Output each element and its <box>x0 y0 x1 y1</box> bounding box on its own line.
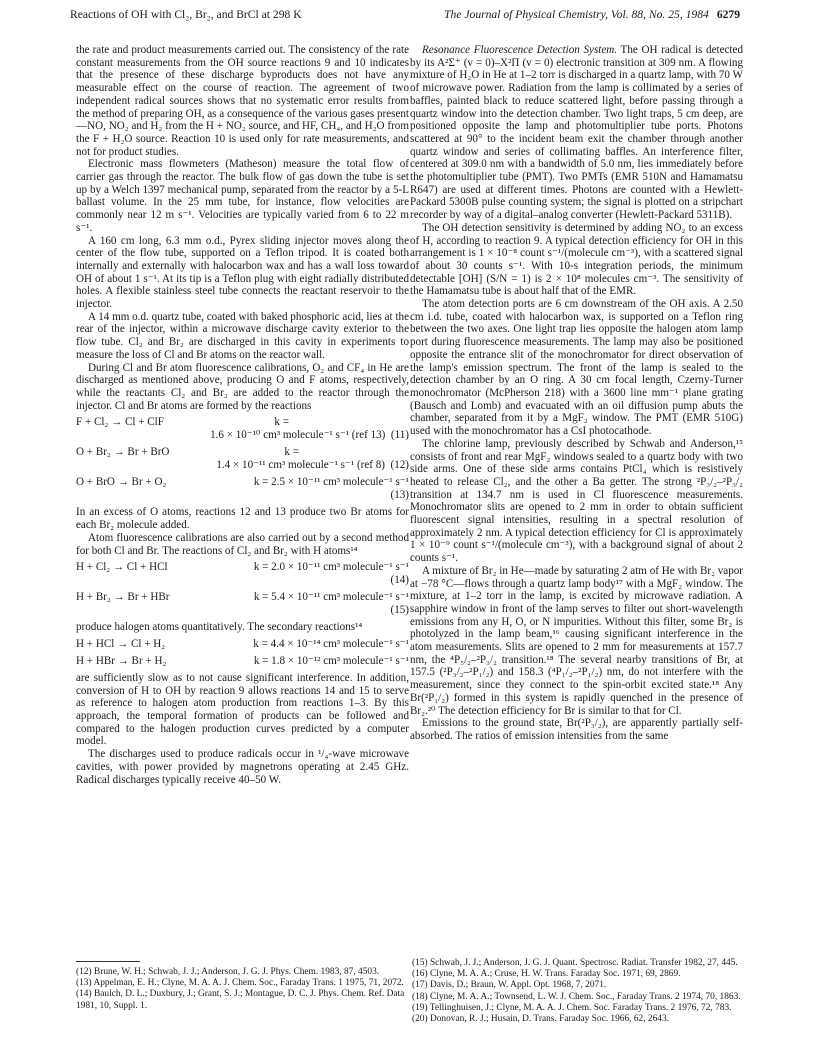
section-heading: Resonance Fluorescence Detection System. <box>422 44 618 56</box>
equation-number: (12) <box>390 459 409 472</box>
equation-reaction: H + HBr → Br + H₂ <box>76 654 167 667</box>
equation-number: (11) <box>390 429 409 442</box>
paragraph: In an excess of O atoms, reactions 12 and 13 produce two Br atoms for each Br₂ molecule added. <box>76 506 409 532</box>
paragraph: produce halogen atoms quantitatively. The secondary reactions¹⁴ <box>76 621 363 634</box>
equation-reaction: O + BrO → Br + O₂ <box>76 476 167 489</box>
equation-reaction: H + HCl → Cl + H₂ <box>76 637 166 650</box>
footnote: (17) Davis, D.; Braun, W. Appl. Opt. 1968, 7, 2071. <box>412 980 607 991</box>
footnote: (12) Brune, W. H.; Schwab, J. J.; Anderson, J. G. J. Phys. Chem. 1983, 87, 4503. <box>76 967 380 977</box>
right-column <box>410 44 743 743</box>
paragraph: Emissions to the ground state, Br(²P₃/₂), are apparently partially self-absorbed. The ratios of emission intensities from the same <box>410 717 743 742</box>
equation-reaction: H + Cl₂ → Cl + HCl <box>76 561 168 574</box>
paragraph: The atom detection ports are 6 cm downstream of the OH axis. A 2.50 cm i.d. tube, coated with halocarbon wax, is supported on a Teflon ring between the two axes. One light trap lies opposite the halogen atom lamp port during fluorescence measurements. The lamp may also be positioned opposite the entrance slit of the monochromator for direct observation of the lamp's emission spectrum. The front of the lamp is sealed to the detection chamber by an O ring. A 30 cm focal length, Czerny-Turner monochromator (McPherson 218) with a 3600 line mm⁻¹ plane grating (Bausch and Lomb) and evacuated with an oil diffusion pump abuts the chamber, separated from it by a MgF₂ window. The PMT (EMR 510G) used with the monochromator has a CsI photocathode. <box>410 298 743 438</box>
equation-15 <box>76 591 409 617</box>
equation-k: k = <box>274 416 289 429</box>
running-title: Reactions of OH with Cl₂, Br₂, and BrCl at 298 K <box>70 8 302 21</box>
paragraph: are sufficiently slow as to not cause significant interference. In addition, conversion of H to OH by reaction 9 allows reactions 14 and 15 to serve as reference to halogen atom production from reactions 1–3. By this approach, the temporal formation of products can be followed and compared to the halogen production curves predicted by a computer model. <box>76 671 409 748</box>
equation-14 <box>76 561 409 587</box>
paragraph: Electronic mass flowmeters (Matheson) measure the total flow of carrier gas through the reactor. The bulk flow of gas down the tube is set up by a Welch 1397 mechanical pump, separated from the reactor by a 5-L ballast volume. In the 25 mm tube, for instance, flow velocities are commonly near 12 m s⁻¹. Velocities are typically varied from 6 to 22 m s⁻¹. <box>76 158 409 234</box>
equation-reaction: H + Br₂ → Br + HBr <box>76 591 170 604</box>
page-number: 6279 <box>716 8 740 21</box>
equation-k: k = <box>284 446 299 459</box>
paragraph: the rate and product measurements carried out. The consistency of the rate constant measurements from the OH source reactions 9 and 10 indicates that the presence of these discharge byproducts does not have any measurable effect on the course of reaction. The agreement of two independent radical sources shows that no systematic error results from the method of preparing OH, as a consequence of the various gases present—NO, NO₂ and H₂ from the H + NO₂ source, and HF, CH₄, and H₂O from the F + H₂O source. Reaction 10 is used only for rate measurements, and not for product studies. <box>76 44 410 158</box>
equation-12 <box>76 446 409 472</box>
section-paragraph <box>410 44 743 222</box>
paragraph-text: The OH radical is detected by its A²Σ⁺ (v = 0)–X²Π (v = 0) electronic transition at 309 nm. A flowing mixture of H₂O in He at 1–2 torr is discharged in a quartz lamp, with 70 W of microwave power. Radiation from the lamp is collimated by a series of baffles, painted black to reduce scattered light, before passing through a quartz window into the detection chamber. Two light traps, 5 cm deep, are positioned opposite the lamp and photomultiplier tube ports. Photons scattered at 90° to the incident beam exit the chamber through another quartz window and series of collimating baffles. An interference filter, centered at 309.0 nm with a bandwidth of 5.0 nm, lies immediately before the photomultiplier tube (PMT). Two PMTs (EMR 510N and Hamamatsu R647) are used at different times. Photons are counted with a Hewlett-Packard 5300B pulse counting system; the signal is plotted on a stripchart recorder by way of a digital–analog converter (Hewlett-Packard 5311B). <box>410 44 743 222</box>
equation-number: (13) <box>390 489 409 502</box>
paragraph: A 160 cm long, 6.3 mm o.d., Pyrex sliding injector moves along the center of the flow tube, supported on a Teflon tripod. It is coated both internally and externally with halocarbon wax and has a wall loss toward OH of about 1 s⁻¹. At its tip is a Teflon plug with eight radially distributed holes. A flexible stainless steel tube connects the reactant reservoir to the injector. <box>76 234 409 311</box>
paragraph: A 14 mm o.d. quartz tube, coated with baked phosphoric acid, lies at the rear of the injector, within a microwave discharge cavity exterior to the flow tube. Cl₂ and Br₂ are discharged in this cavity in experiments to measure the loss of Cl and Br atoms on the reactor wall. <box>76 310 409 361</box>
footnote: (14) Baulch, D. L.; Duxbury, J.; Grant, S. J.; Montague, D. C. J. Phys. Chem. Ref. Data 1981, 10, Suppl. 1. <box>76 989 405 1011</box>
footnote: (19) Tellinghuisen, J.; Clyne, M. A. A. J. Chem. Soc. Faraday Trans. 2 1976, 72, 783. <box>412 1002 732 1013</box>
equation-number: (15) <box>390 604 409 617</box>
footnote: (13) Appelman, E. H.; Clyne, M. A. A. J. Chem. Soc., Faraday Trans. 1 1975, 71, 2072. <box>76 978 404 989</box>
paragraph: During Cl and Br atom fluorescence calibrations, O₂ and CF₄ in He are discharged as mentioned above, producing O and F atoms, respectively, while the reactants Cl₂ and Br₂ are added to the reactor through the injector. Cl and Br atoms are formed by the reactions <box>76 361 409 412</box>
journal-citation <box>444 8 740 21</box>
equation-rate: k = 2.5 × 10⁻¹¹ cm³ molecule⁻¹ s⁻¹ <box>253 476 409 489</box>
journal-name: The Journal of Physical Chemistry, Vol. 88, No. 25, 1984 <box>444 8 709 21</box>
equation-reaction: O + Br₂ → Br + BrO <box>76 446 170 459</box>
left-column <box>76 44 409 786</box>
paragraph: A mixture of Br₂ in He—made by saturating 2 atm of He with Br₂ vapor at −78 °C—flows through a quartz lamp body¹⁷ with a MgF₂ window. The mixture, at 1–2 torr in the lamp, is excited by microwave radiation. A sapphire window in front of the lamp serves to filter out short-wavelength emissions from any H, O, or N impurities. Without this filter, some Br₂ is photolyzed in the lamp beam,¹⁶ causing significant interference in the atom measurements. Slits are opened to 2 mm for measurements at 157.7 nm, the ⁴P₅/₂–²P₃/₂ transition.¹⁸ The several nearby transitions of Br, at 157.5 (²P₃/₂–²P₁/₂) and 158.3 (⁴P₁/₂–²P₁/₂) nm, do not interfere with the measurement, since they connect to the spin-orbit excited state.¹⁸ Any Br(²P₁/₂) formed in this system is rapidly quenched in the presence of Br₂.²⁰ The detection efficiency for Br is similar to that for Cl. <box>410 564 743 717</box>
paragraph: The chlorine lamp, previously described by Schwab and Anderson,¹⁵ consists of front and rear MgF₂ windows sealed to a quartz body with two side arms. One of these side arms contains PtCl₄ which is resistively heated to release Cl₂, and the other a Ba getter. The strong ²P₃/₂–²P₃/₂ transition at 134.7 nm is used in Cl fluorescence measurements. Monochromator slits are opened to 2 mm in order to obtain sufficient fluorescent signal intensities, resulting in a spectral resolution of approximately 2 nm. A typical detection efficiency for Cl is approximately 1 × 10⁻⁹ count s⁻¹/(molecule cm⁻³), with a background signal of about 2 counts s⁻¹. <box>410 437 743 565</box>
equation-secondary-2 <box>76 655 409 668</box>
running-header <box>70 8 740 26</box>
footnote: (15) Schwab, J. J.; Anderson, J. G. J. Quant. Spectrosc. Radiat. Transfer 1982, 27, 445. <box>412 958 738 968</box>
equation-rate: k = 4.4 × 10⁻¹⁴ cm³ molecule⁻¹ s⁻¹ <box>253 637 409 650</box>
paragraph: The discharges used to produce radicals occur in ¹/₄-wave microwave cavities, with power provided by magnetrons operating at 2.45 GHz. Radical discharges typically receive 40–50 W. <box>76 748 409 786</box>
equation-rate: k = 2.0 × 10⁻¹¹ cm³ molecule⁻¹ s⁻¹ <box>253 561 409 574</box>
footnotes-left <box>76 967 409 1012</box>
footnote-rule <box>76 961 140 962</box>
equation-rate: 1.6 × 10⁻¹⁰ cm³ molecule⁻¹ s⁻¹ (ref 13) <box>210 429 386 442</box>
equation-11 <box>76 416 409 442</box>
equation-secondary-1 <box>76 638 409 651</box>
footnote: (18) Clyne, M. A. A.; Townsend, L. W. J. Chem. Soc., Faraday Trans. 2 1974, 70, 1863. <box>412 991 741 1002</box>
footnote: (20) Donovan, R. J.; Husain, D. Trans. Faraday Soc. 1966, 62, 2643. <box>412 1014 670 1025</box>
equation-reaction: F + Cl₂ → Cl + ClF <box>76 416 164 429</box>
equation-rate: k = 1.8 × 10⁻¹² cm³ molecule⁻¹ s⁻¹ <box>253 654 409 667</box>
footnotes-right <box>412 958 745 1025</box>
equation-rate: 1.4 × 10⁻¹¹ cm³ molecule⁻¹ s⁻¹ (ref 8) <box>216 459 385 472</box>
footnote: (16) Clyne, M. A. A.; Cruse, H. W. Trans. Faraday Soc. 1971, 69, 2869. <box>412 969 681 980</box>
equation-13 <box>76 476 409 502</box>
equation-rate: k = 5.4 × 10⁻¹¹ cm³ molecule⁻¹ s⁻¹ <box>253 591 409 604</box>
paragraph: The OH detection sensitivity is determined by adding NO₂ to an excess of H, according to reaction 9. A typical detection efficiency for OH in this arrangement is 1 × 10⁻⁸ count s⁻¹/(molecule cm⁻³), with a scattered signal of about 30 counts s⁻¹. With 10-s integration periods, the minimum detectable [OH] (S/N = 1) is 2 × 10⁸ molecules cm⁻³. The sensitivity of the Hamamatsu tube is about half that of the EMR. <box>410 221 743 298</box>
equation-number: (14) <box>390 574 409 587</box>
paragraph: Atom fluorescence calibrations are also carried out by a second method for both Cl and Br. The reactions of Cl₂ and Br₂ with H atoms¹⁴ <box>76 531 409 557</box>
